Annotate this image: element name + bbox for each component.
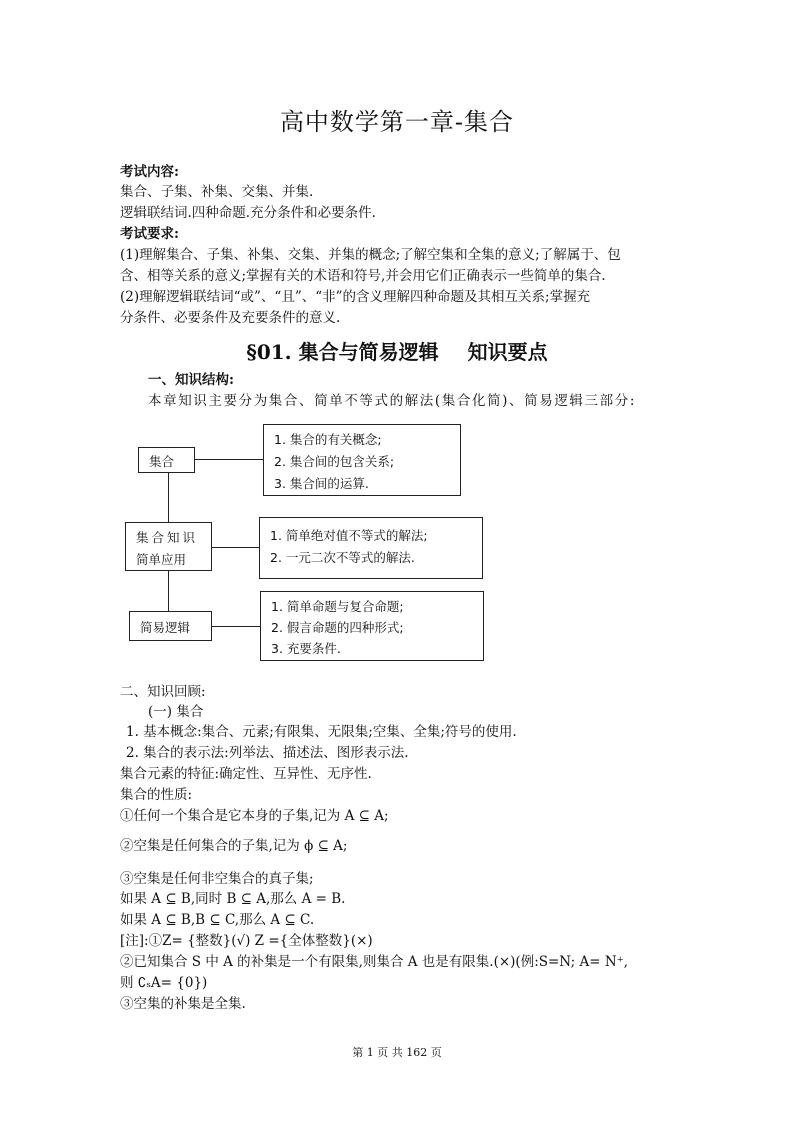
review-item: 1. 基本概念:集合、元素;有限集、无限集;空集、全集;符号的使用. xyxy=(126,724,517,740)
detail-item: 1. 集合的有关概念; xyxy=(274,432,382,447)
review-item: 2. 集合的表示法:列举法、描述法、图形表示法. xyxy=(126,745,409,761)
section-number: §01. xyxy=(246,340,292,364)
node-sets xyxy=(138,447,195,473)
detail-item: 2. 集合间的包含关系; xyxy=(274,454,395,469)
set-property: ①任何一个集合是它本身的子集,记为 A ⊆ A; xyxy=(120,808,389,824)
note: [注]:①Z= {整数}(√) Z ={全体整数}(×) xyxy=(120,933,373,949)
review-heading: 二、知识回顾: xyxy=(120,684,206,700)
connector xyxy=(168,473,169,522)
set-property: ③空集是任何非空集合的真子集; xyxy=(120,871,314,887)
exam-requirements-line: 含、相等关系的意义;掌握有关的术语和符号,并会用它们正确表示一些简单的集合. xyxy=(120,268,606,284)
connector xyxy=(195,459,263,460)
section-suffix: 知识要点 xyxy=(467,340,548,364)
review-subheading: (一) 集合 xyxy=(148,704,204,720)
section-heading xyxy=(0,336,794,365)
exam-content-line: 逻辑联结词.四种命题.充分条件和必要条件. xyxy=(120,205,376,221)
exam-requirements-line: (2)理解逻辑联结词“或”、“且”、“非”的含义理解四种命题及其相互关系;掌握充 xyxy=(120,289,591,305)
set-features: 集合元素的特征:确定性、互异性、无序性. xyxy=(120,766,372,782)
connector xyxy=(212,547,259,548)
node-applications-label-1: 集合知识 xyxy=(136,530,199,545)
node-logic-detail xyxy=(260,591,484,661)
exam-requirements-line: 分条件、必要条件及充要条件的意义. xyxy=(120,310,341,326)
page-title: 高中数学第一章-集合 xyxy=(279,108,515,136)
node-sets-label: 集合 xyxy=(149,454,175,469)
page-footer: 第 1 页 共 162 页 xyxy=(352,1046,442,1059)
set-property: 如果 A ⊆ B,同时 B ⊆ A,那么 A = B. xyxy=(120,891,346,907)
node-applications-detail xyxy=(259,517,483,579)
structure-intro: 本章知识主要分为集合、简单不等式的解法(集合化简)、简易逻辑三部分: xyxy=(148,393,636,409)
detail-item: 3. 集合间的运算. xyxy=(274,476,369,491)
set-property: 如果 A ⊆ B,B ⊆ C,那么 A ⊆ C. xyxy=(120,912,315,928)
detail-item: 2. 一元二次不等式的解法. xyxy=(270,550,415,565)
section-name: 集合与简易逻辑 xyxy=(298,340,439,364)
exam-requirements-line: (1)理解集合、子集、补集、交集、并集的概念;了解空集和全集的意义;了解属于、包 xyxy=(120,247,621,263)
exam-content-line: 集合、子集、补集、交集、并集. xyxy=(120,184,314,200)
exam-requirements-heading: 考试要求: xyxy=(120,226,179,242)
note: 则 ∁ₛA= {0}) xyxy=(120,975,208,991)
detail-item: 2. 假言命题的四种形式; xyxy=(271,620,404,635)
note: ②已知集合 S 中 A 的补集是一个有限集,则集合 A 也是有限集.(×)(例:S=N; A= N⁺, xyxy=(120,954,629,970)
exam-content-heading: 考试内容: xyxy=(120,164,179,180)
node-applications-label-2: 简单应用 xyxy=(136,552,187,567)
detail-item: 1. 简单命题与复合命题; xyxy=(271,599,404,614)
set-property: ②空集是任何集合的子集,记为 ϕ ⊆ A; xyxy=(120,838,348,854)
connector xyxy=(212,626,260,627)
detail-item: 3. 充要条件. xyxy=(271,641,341,656)
node-applications xyxy=(125,522,212,571)
node-sets-detail xyxy=(263,424,461,496)
node-logic-label: 简易逻辑 xyxy=(140,620,191,635)
connector xyxy=(168,571,169,611)
structure-heading: 一、知识结构: xyxy=(148,372,234,388)
note: ③空集的补集是全集. xyxy=(120,996,246,1012)
node-logic xyxy=(129,611,212,641)
set-properties-heading: 集合的性质: xyxy=(120,787,193,803)
detail-item: 1. 简单绝对值不等式的解法; xyxy=(270,528,428,543)
